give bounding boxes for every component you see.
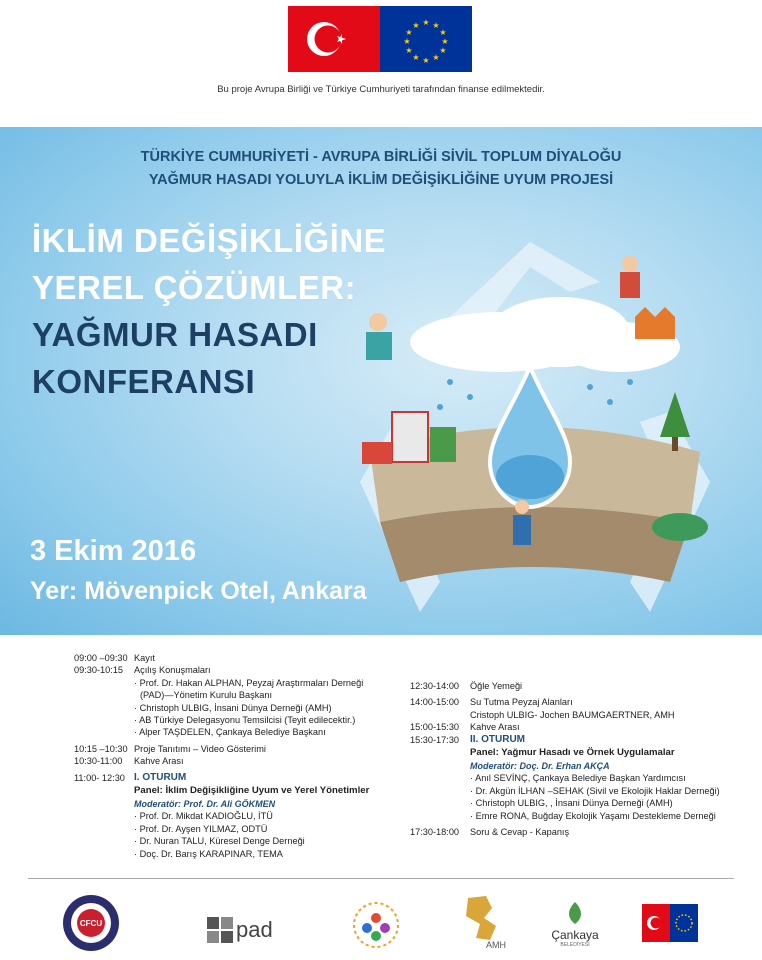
pad-logo-icon — [207, 917, 233, 943]
cankaya-logo-sub: BELEDİYESİ — [560, 942, 590, 948]
schedule-row — [74, 755, 394, 767]
svg-text:★: ★ — [412, 21, 420, 30]
schedule-row — [410, 680, 740, 692]
org-line-1: TÜRKİYE CUMHURİYETİ - AVRUPA BİRLİĞİ SİVİL TOPLUM DİYALOĞU — [140, 149, 622, 165]
speaker-item: · Emre RONA, Buğday Ekolojik Yaşamı Destekleme Derneği — [470, 810, 716, 821]
pad-logo — [207, 916, 282, 944]
schedule-row — [410, 826, 740, 838]
speaker-item: · Anıl SEVİNÇ, Çankaya Belediye Başkan Yardımcısı — [470, 773, 686, 784]
speaker-item: · Christoph ULBIG, İnsani Dünya Derneği (AMH) — [134, 702, 332, 713]
footer-divider — [28, 878, 734, 879]
schedule-time: 10:30-11:00 — [74, 756, 123, 767]
amh-logo — [462, 894, 512, 956]
program-right-column — [410, 680, 740, 838]
svg-text:★: ★ — [405, 46, 413, 55]
schedule-time: 15:00-15:30 — [410, 722, 460, 733]
program-left-column — [74, 652, 394, 860]
svg-text:★: ★ — [422, 56, 430, 65]
title-line-3: YAĞMUR HASADI — [32, 316, 318, 353]
session-title: II. OTURUM — [470, 733, 525, 745]
schedule-time: 09:00 –09:30 — [74, 653, 128, 663]
schedule-text: Kahve Arası — [134, 756, 184, 767]
speaker-item: Cristoph ULBIG- Jochen BAUMGAERTNER, AMH — [470, 709, 675, 720]
org-line-2: YAĞMUR HASADI YOLUYLA İKLİM DEĞİŞİKLİĞİNE UYUM PROJESİ — [148, 172, 614, 188]
svg-text:★: ★ — [441, 37, 449, 46]
title-line-2: YEREL ÇÖZÜMLER: — [32, 269, 357, 306]
speaker-item: (PAD)—Yönetim Kurulu Başkanı — [140, 690, 273, 701]
amh-logo-icon — [462, 894, 502, 944]
speaker-item: · Dr. Akgün İLHAN –SEHAK (Sivil ve Ekolojik Haklar Derneği) — [470, 785, 720, 796]
schedule-time: 17:30-18:00 — [410, 827, 460, 838]
eu-flag-icon — [380, 4, 472, 74]
title-line-4: KONFERANSI — [32, 363, 256, 400]
program-schedule — [0, 645, 762, 875]
speaker-item: · Doç. Dr. Barış KARAPINAR, TEMA — [134, 848, 283, 859]
speaker-item: · Alper TAŞDELEN, Çankaya Belediye Başkanı — [134, 727, 326, 738]
svg-text:★: ★ — [439, 46, 447, 55]
pad-logo-text: pad — [236, 917, 273, 942]
schedule-text: Soru & Cevap - Kapanış — [470, 827, 570, 838]
schedule-row — [74, 772, 394, 784]
water-cycle-illustration — [330, 222, 730, 622]
schedule-time: 10:15 –10:30 — [74, 743, 128, 754]
schedule-time: 11:00- 12:30 — [74, 772, 125, 783]
schedule-row — [410, 734, 740, 746]
schedule-time: 09:30-10:15 — [74, 665, 124, 676]
partner-logos — [0, 890, 762, 958]
main-title — [32, 217, 386, 405]
speaker-item: · Prof. Dr. Hakan ALPHAN, Peyzaj Araştırmaları Derneği — [134, 677, 364, 688]
schedule-time: 14:00-15:00 — [410, 697, 460, 708]
civil-dialogue-logo-icon — [345, 896, 407, 954]
cfcu-logo-text: CFCU — [79, 919, 103, 928]
speaker-item: · Christoph ULBIG, , İnsani Dünya Derneği (AMH) — [470, 798, 673, 809]
event-date: 3 Ekim 2016 — [30, 535, 197, 567]
title-line-1: İKLİM DEĞİŞİKLİĞİNE — [32, 222, 387, 259]
speaker-item: · Prof. Dr. Mikdat KADIOĞLU, İTÜ — [134, 811, 273, 822]
panel-title: Panel: İklim Değişikliğine Uyum ve Yerel Yönetimler — [134, 785, 370, 797]
schedule-text: Kayıt — [134, 653, 155, 663]
funding-note: Bu proje Avrupa Birliği ve Türkiye Cumhuriyeti tarafından finanse edilmektedir. — [217, 84, 545, 95]
event-venue: Yer: Mövenpick Otel, Ankara — [30, 577, 367, 605]
schedule-time: 15:30-17:30 — [410, 734, 460, 745]
svg-text:★: ★ — [439, 28, 447, 37]
speaker-item: · Prof. Dr. Ayşen YILMAZ, ODTÜ — [134, 823, 268, 834]
cankaya-leaf-icon — [565, 902, 585, 924]
svg-text:★: ★ — [405, 28, 413, 37]
moderator: Moderatör: Doç. Dr. Erhan AKÇA — [470, 761, 610, 772]
schedule-text: Kahve Arası — [470, 722, 520, 733]
svg-text:★: ★ — [432, 53, 440, 62]
cfcu-logo-icon — [62, 894, 120, 952]
session-title: I. OTURUM — [134, 771, 187, 783]
schedule-time: 12:30-14:00 — [410, 681, 460, 691]
schedule-row — [74, 743, 394, 755]
speaker-item: · AB Türkiye Delegasyonu Temsilcisi (Teyit edilecektir.) — [134, 715, 356, 726]
schedule-row — [410, 696, 740, 708]
moderator: Moderatör: Prof. Dr. Ali GÖKMEN — [134, 799, 276, 810]
schedule-row — [74, 664, 394, 676]
schedule-row — [74, 652, 394, 664]
conference-banner — [0, 127, 762, 635]
schedule-text: Su Tutma Peyzaj Alanları — [470, 697, 573, 708]
cankaya-logo — [545, 902, 605, 958]
eu-affairs-ministry-logo-icon — [640, 896, 700, 952]
svg-text:★: ★ — [422, 18, 430, 27]
flags-header — [0, 4, 762, 76]
schedule-text: Öğle Yemeği — [470, 681, 523, 691]
cankaya-logo-text: Çankaya — [551, 928, 599, 942]
amh-logo-text: AMH — [486, 940, 506, 950]
svg-text:★: ★ — [412, 53, 420, 62]
panel-title: Panel: Yağmur Hasadı ve Örnek Uygulamalar — [470, 747, 675, 759]
schedule-row — [410, 721, 740, 733]
svg-text:★: ★ — [403, 37, 411, 46]
svg-text:★: ★ — [432, 21, 440, 30]
turkey-flag-icon — [288, 4, 380, 74]
schedule-text: Proje Tanıtımı – Video Gösterimi — [134, 743, 266, 754]
schedule-text: Açılış Konuşmaları — [134, 665, 211, 676]
speaker-item: · Dr. Nuran TALU, Küresel Denge Derneği — [134, 836, 305, 847]
